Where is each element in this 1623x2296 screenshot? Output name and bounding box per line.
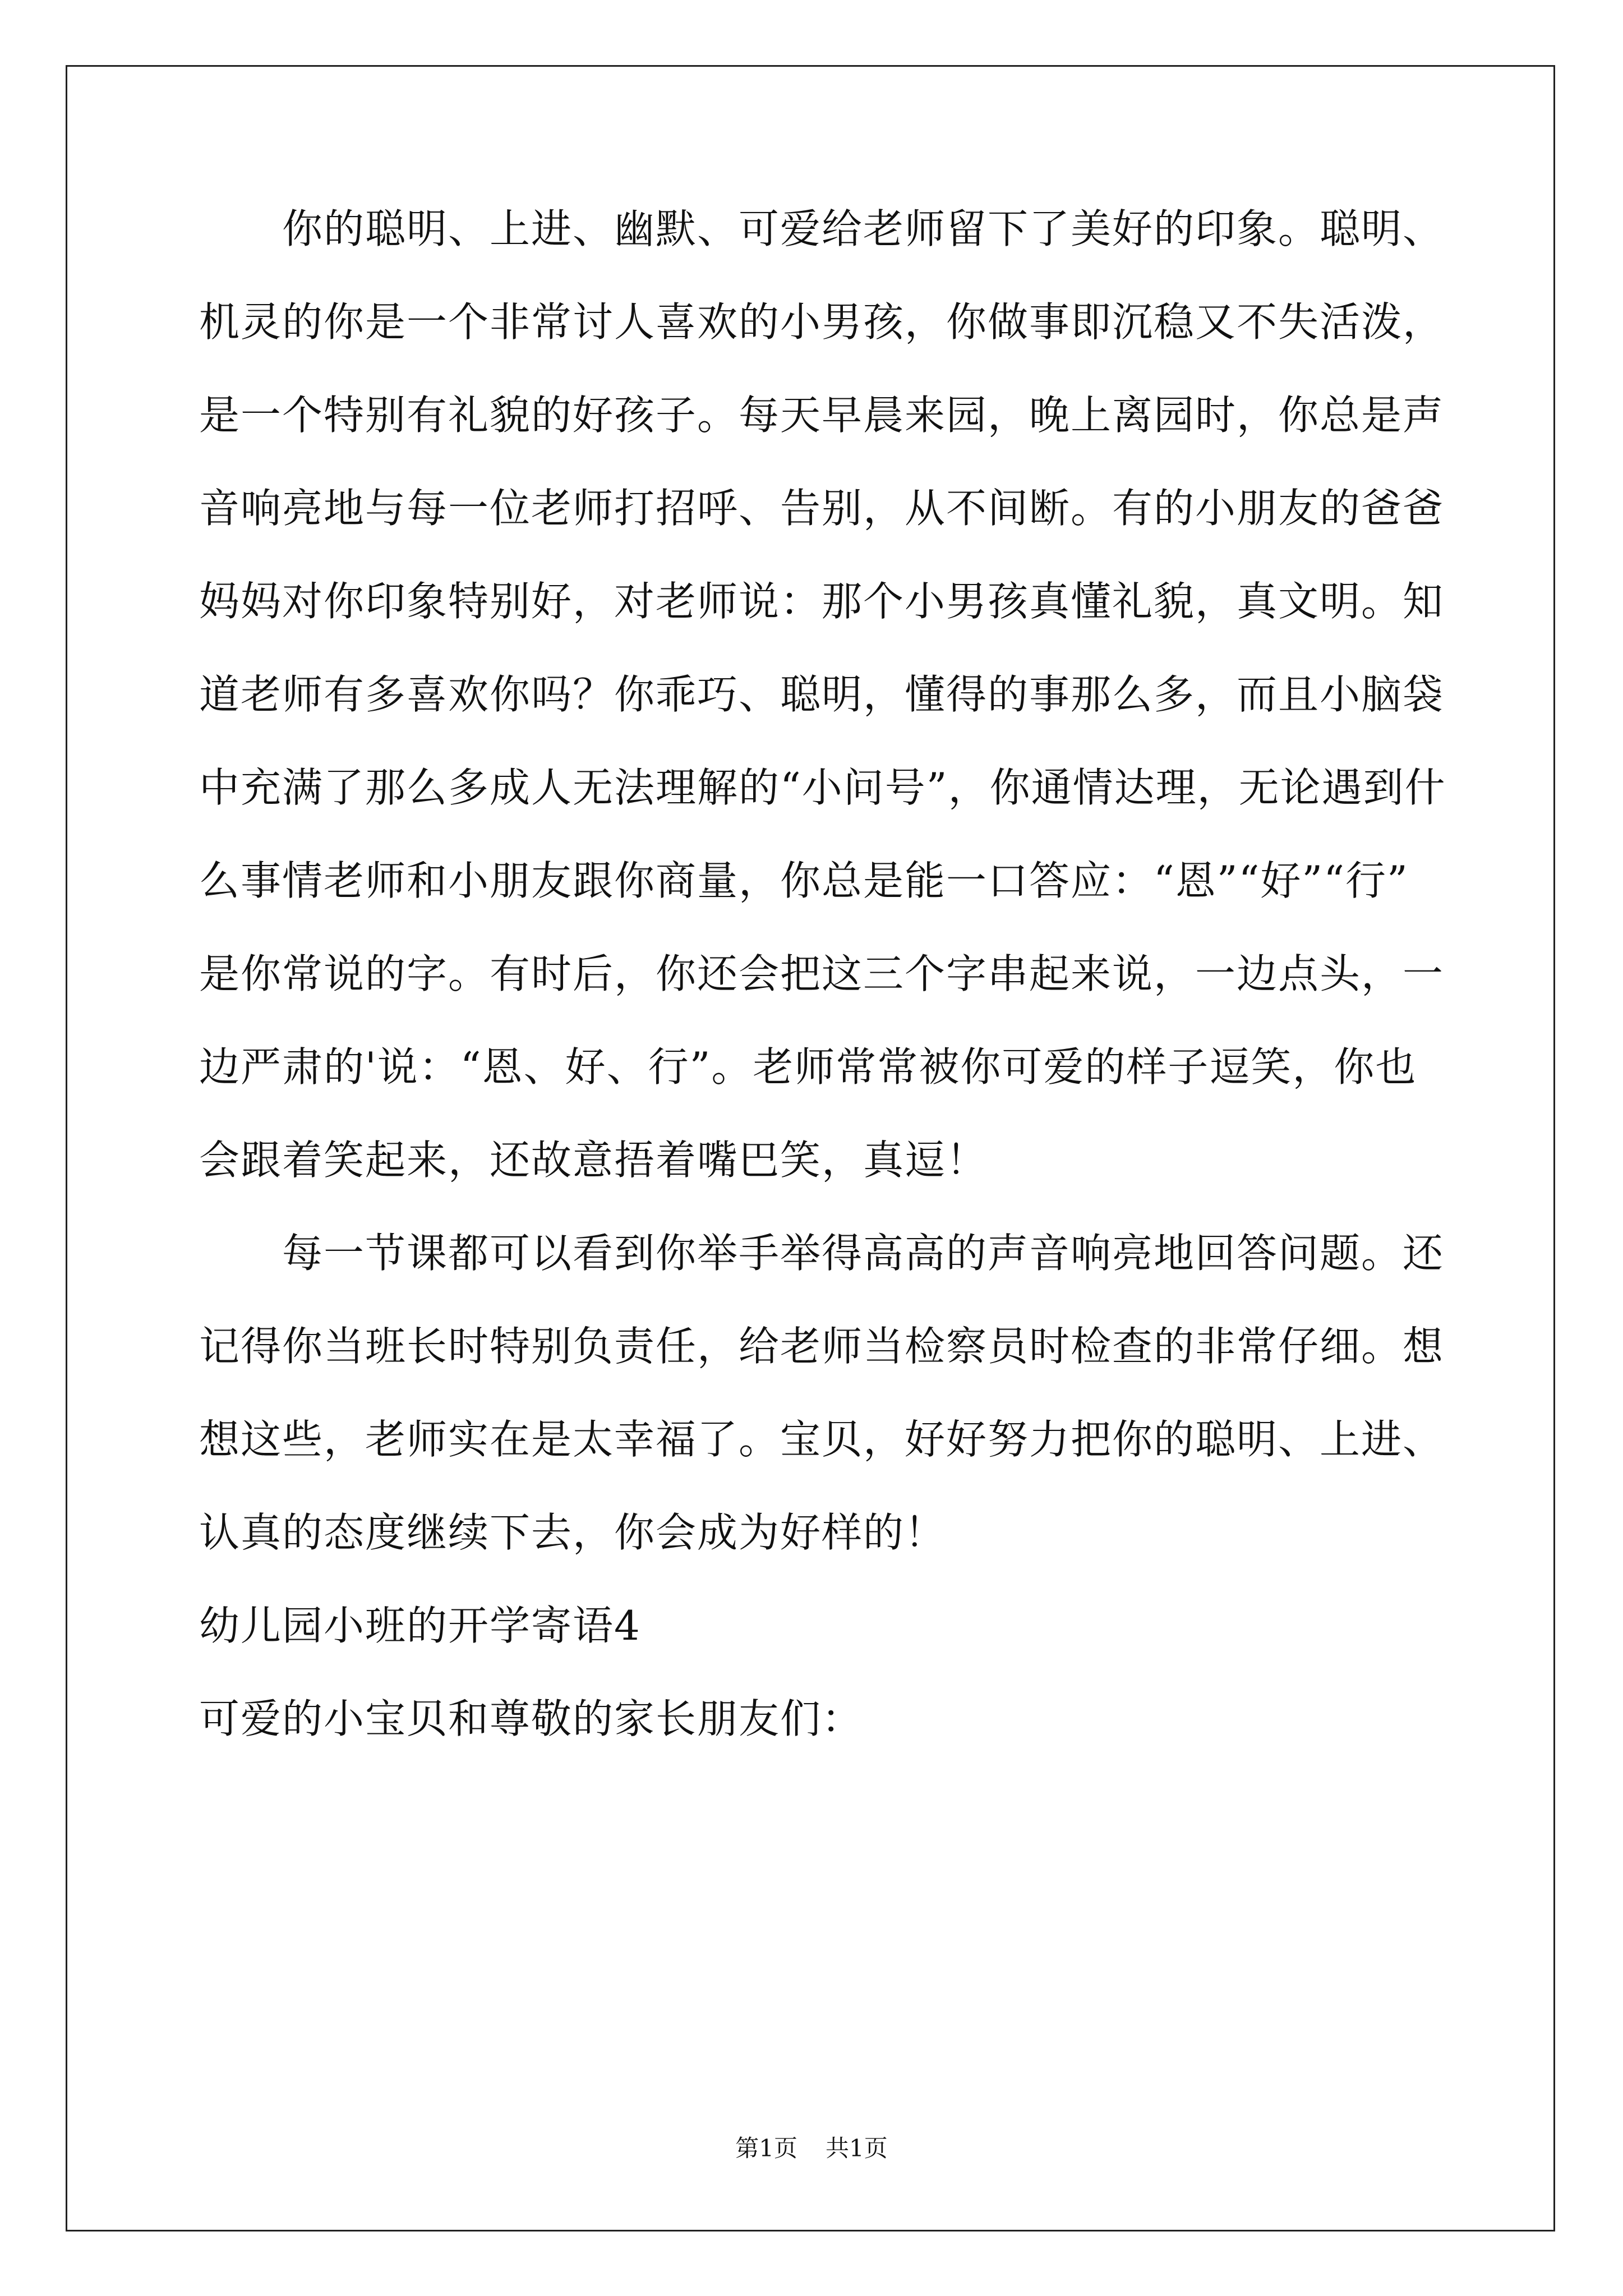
text-line: 认真的态度继续下去，你会成为好样的！ (199, 1509, 947, 1556)
page-footer (0, 2132, 1623, 2165)
text-line: 记得你当班长时特别负责任，给老师当检察员时检查的非常仔细。想 (199, 1323, 1445, 1370)
text-line: 道老师有多喜欢你吗？你乖巧、聪明，懂得的事那么多，而且小脑袋 (199, 671, 1445, 718)
text-line: 是你常说的字。有时后，你还会把这三个字串起来说，一边点头，一 (199, 950, 1445, 997)
page-number-total: 共1页 (826, 2134, 888, 2162)
section-heading: 幼儿园小班的开学寄语4 (199, 1602, 641, 1649)
text-line: 想这些，老师实在是太幸福了。宝贝，好好努力把你的聪明、上进、 (199, 1416, 1445, 1463)
text-line: 妈妈对你印象特别好，对老师说：那个小男孩真懂礼貌，真文明。知 (199, 578, 1445, 625)
text-line: 中充满了那么多成人无法理解的“小问号”，你通情达理，无论遇到什 (199, 764, 1446, 811)
page-number-current: 第1页 (735, 2134, 797, 2162)
text-line: 音响亮地与每一位老师打招呼、告别，从不间断。有的小朋友的爸爸 (199, 485, 1445, 532)
text-line: 是一个特别有礼貌的好孩子。每天早晨来园，晚上离园时，你总是声 (199, 392, 1445, 439)
text-line: 会跟着笑起来，还故意捂着嘴巴笑，真逗！ (199, 1137, 988, 1184)
text-line: 每一节课都可以看到你举手举得高高的声音响亮地回答问题。还 (199, 1230, 1445, 1277)
text-line: 机灵的你是一个非常讨人喜欢的小男孩，你做事即沉稳又不失活泼， (199, 298, 1445, 346)
text-line: 你的聪明、上进、幽默、可爱给老师留下了美好的印象。聪明、 (199, 205, 1445, 252)
salutation-line: 可爱的小宝贝和尊敬的家长朋友们： (199, 1695, 864, 1742)
text-line: 边严肃的'说：“恩、好、行”。老师常常被你可爱的样子逗笑，你也 (199, 1043, 1417, 1091)
text-line: 么事情老师和小朋友跟你商量，你总是能一口答应：“恩”“好”“行” (199, 857, 1409, 904)
